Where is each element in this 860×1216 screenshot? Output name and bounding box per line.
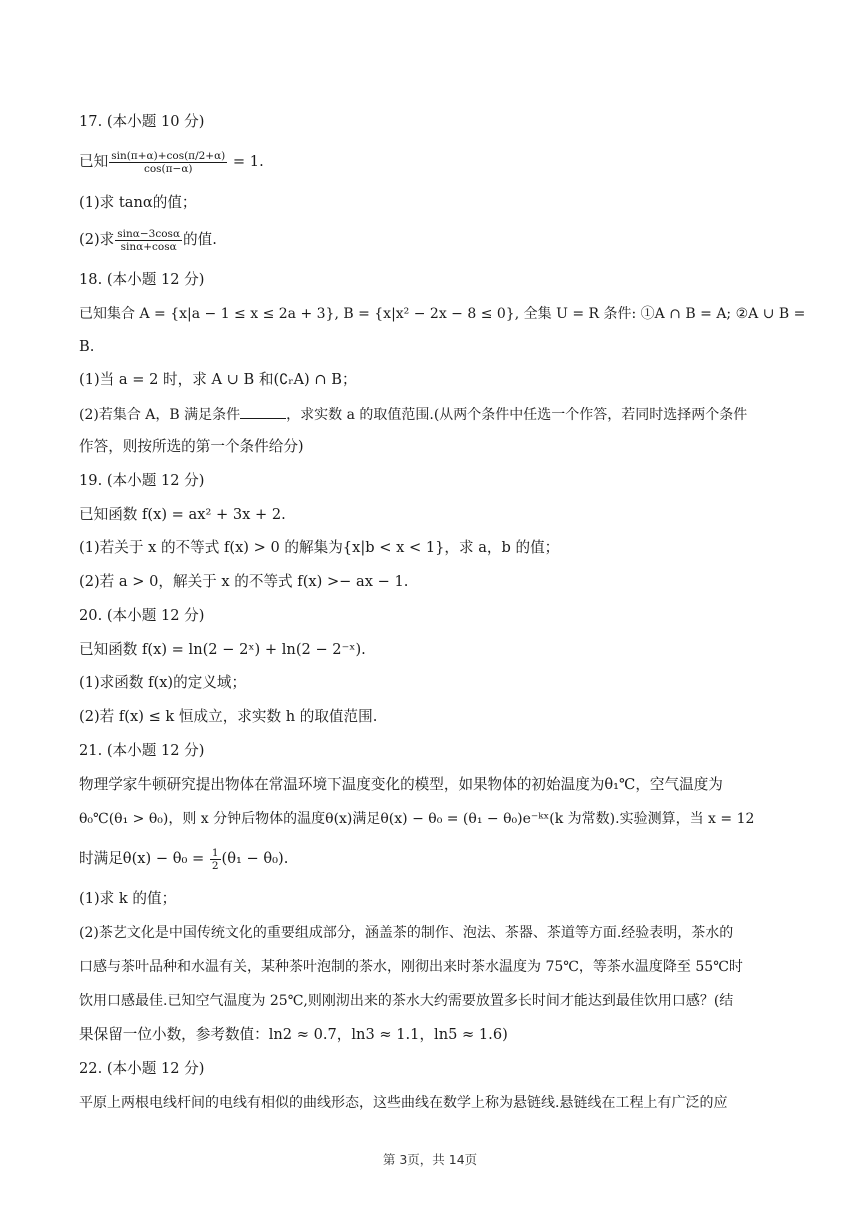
page-footer: 第 3页，共 14页 — [382, 1152, 478, 1167]
q19-given: 已知函数 f(x) = ax² + 3x + 2. — [79, 506, 286, 523]
q17-frac-numerator: sin(π+α)+cos(π/2+α) — [111, 149, 226, 162]
q18-given-line2: B. — [79, 338, 95, 355]
q17-part1: (1)求 tanα的值； — [79, 194, 197, 211]
q18-part2-suffix: ，求实数 a 的取值范围.(从两个条件中任选一个作答，若同时选择两个条件 — [286, 407, 748, 423]
q22-header: 22. (本小题 12 分) — [79, 1060, 205, 1077]
q21-part2-line2: 口感与茶叶品种和水温有关，某种茶叶泡制的茶水，刚彻出来时茶水温度为 75℃，等茶水温度降至 55℃时 — [79, 959, 743, 975]
q21-line3-fraction — [210, 847, 221, 872]
q17-given-suffix: = 1. — [228, 153, 264, 170]
q21-frac-denominator: 2 — [211, 859, 219, 872]
q20-part1: (1)求函数 f(x)的定义域； — [79, 674, 247, 691]
q21-part2-line3: 饮用口感最佳.已知空气温度为 25℃,则刚沏出来的茶水大约需要放置多长时间才能达到最佳饮用口感？(结 — [79, 993, 734, 1009]
q18-part2-prefix: (2)若集合 A，B 满足条件 — [79, 407, 241, 423]
q17-frac-denominator: cos(π−α) — [143, 162, 193, 175]
q21-line2: θ₀℃(θ₁ > θ₀)，则 x 分钟后物体的温度θ(x)满足θ(x) − θ₀ = (θ₁ − θ₀)e⁻ᵏˣ(k 为常数).实验测算，当 x = 12 — [79, 811, 755, 827]
q17-header: 17. (本小题 10 分) — [79, 113, 205, 130]
q21-line3 — [79, 843, 288, 875]
q18-part1: (1)当 a = 2 时，求 A ∪ B 和(∁ᵣA) ∩ B； — [79, 371, 357, 388]
q21-line3-suffix: (θ₁ − θ₀). — [221, 850, 289, 867]
q22-line1: 平原上两根电线杆间的电线有相似的曲线形态，这些曲线在数学上称为悬链线.悬链线在工程上有广泛的应 — [79, 1095, 728, 1111]
q18-header: 18. (本小题 12 分) — [79, 271, 205, 288]
q18-part2 — [79, 404, 747, 425]
q17-part2-numerator: sinα−3cosα — [117, 227, 181, 240]
q21-part2-line4: 果保留一位小数，参考数值：ln2 ≈ 0.7，ln3 ≈ 1.1，ln5 ≈ 1.6) — [79, 1026, 508, 1043]
q20-header: 20. (本小题 12 分) — [79, 607, 205, 624]
q21-frac-numerator: 1 — [211, 846, 219, 859]
q17-part2-denominator: sinα+cosα — [120, 240, 177, 253]
answer-blank — [240, 404, 286, 419]
q17-part2-prefix: (2)求 — [79, 231, 115, 248]
q21-part1: (1)求 k 的值； — [79, 890, 177, 907]
q17-part2 — [79, 222, 217, 258]
q18-part2-line2: 作答，则按所选的第一个条件给分) — [79, 438, 304, 455]
q21-part2-line1: (2)茶艺文化是中国传统文化的重要组成部分，涵盖茶的制作、泡法、茶器、茶道等方面.经验表明，茶水的 — [79, 925, 734, 941]
q19-part1: (1)若关于 x 的不等式 f(x) > 0 的解集为{x|b < x < 1}，求 a，b 的值； — [79, 539, 560, 556]
q20-part2: (2)若 f(x) ≤ k 恒成立，求实数 h 的取值范围. — [79, 708, 378, 725]
q17-given — [79, 144, 264, 180]
q17-given-prefix: 已知 — [79, 153, 109, 170]
q17-part2-fraction — [115, 228, 182, 253]
q19-part2: (2)若 a > 0，解关于 x 的不等式 f(x) >− ax − 1. — [79, 573, 409, 590]
q18-given-line1: 已知集合 A = {x|a − 1 ≤ x ≤ 2a + 3}, B = {x|x² − 2x − 8 ≤ 0}, 全集 U = R 条件: ①A ∩ B = A; ②A ∪ B = — [79, 306, 806, 322]
q17-part2-suffix: 的值. — [183, 231, 217, 248]
q17-given-fraction — [109, 150, 227, 175]
q20-given: 已知函数 f(x) = ln(2 − 2ˣ) + ln(2 − 2⁻ˣ). — [79, 641, 366, 658]
q19-header: 19. (本小题 12 分) — [79, 472, 205, 489]
q21-line1: 物理学家牛顿研究提出物体在常温环境下温度变化的模型，如果物体的初始温度为θ₁℃，空气温度为 — [79, 776, 723, 793]
q21-line3-prefix: 时满足θ(x) − θ₀ = — [79, 850, 209, 867]
q21-header: 21. (本小题 12 分) — [79, 742, 205, 759]
